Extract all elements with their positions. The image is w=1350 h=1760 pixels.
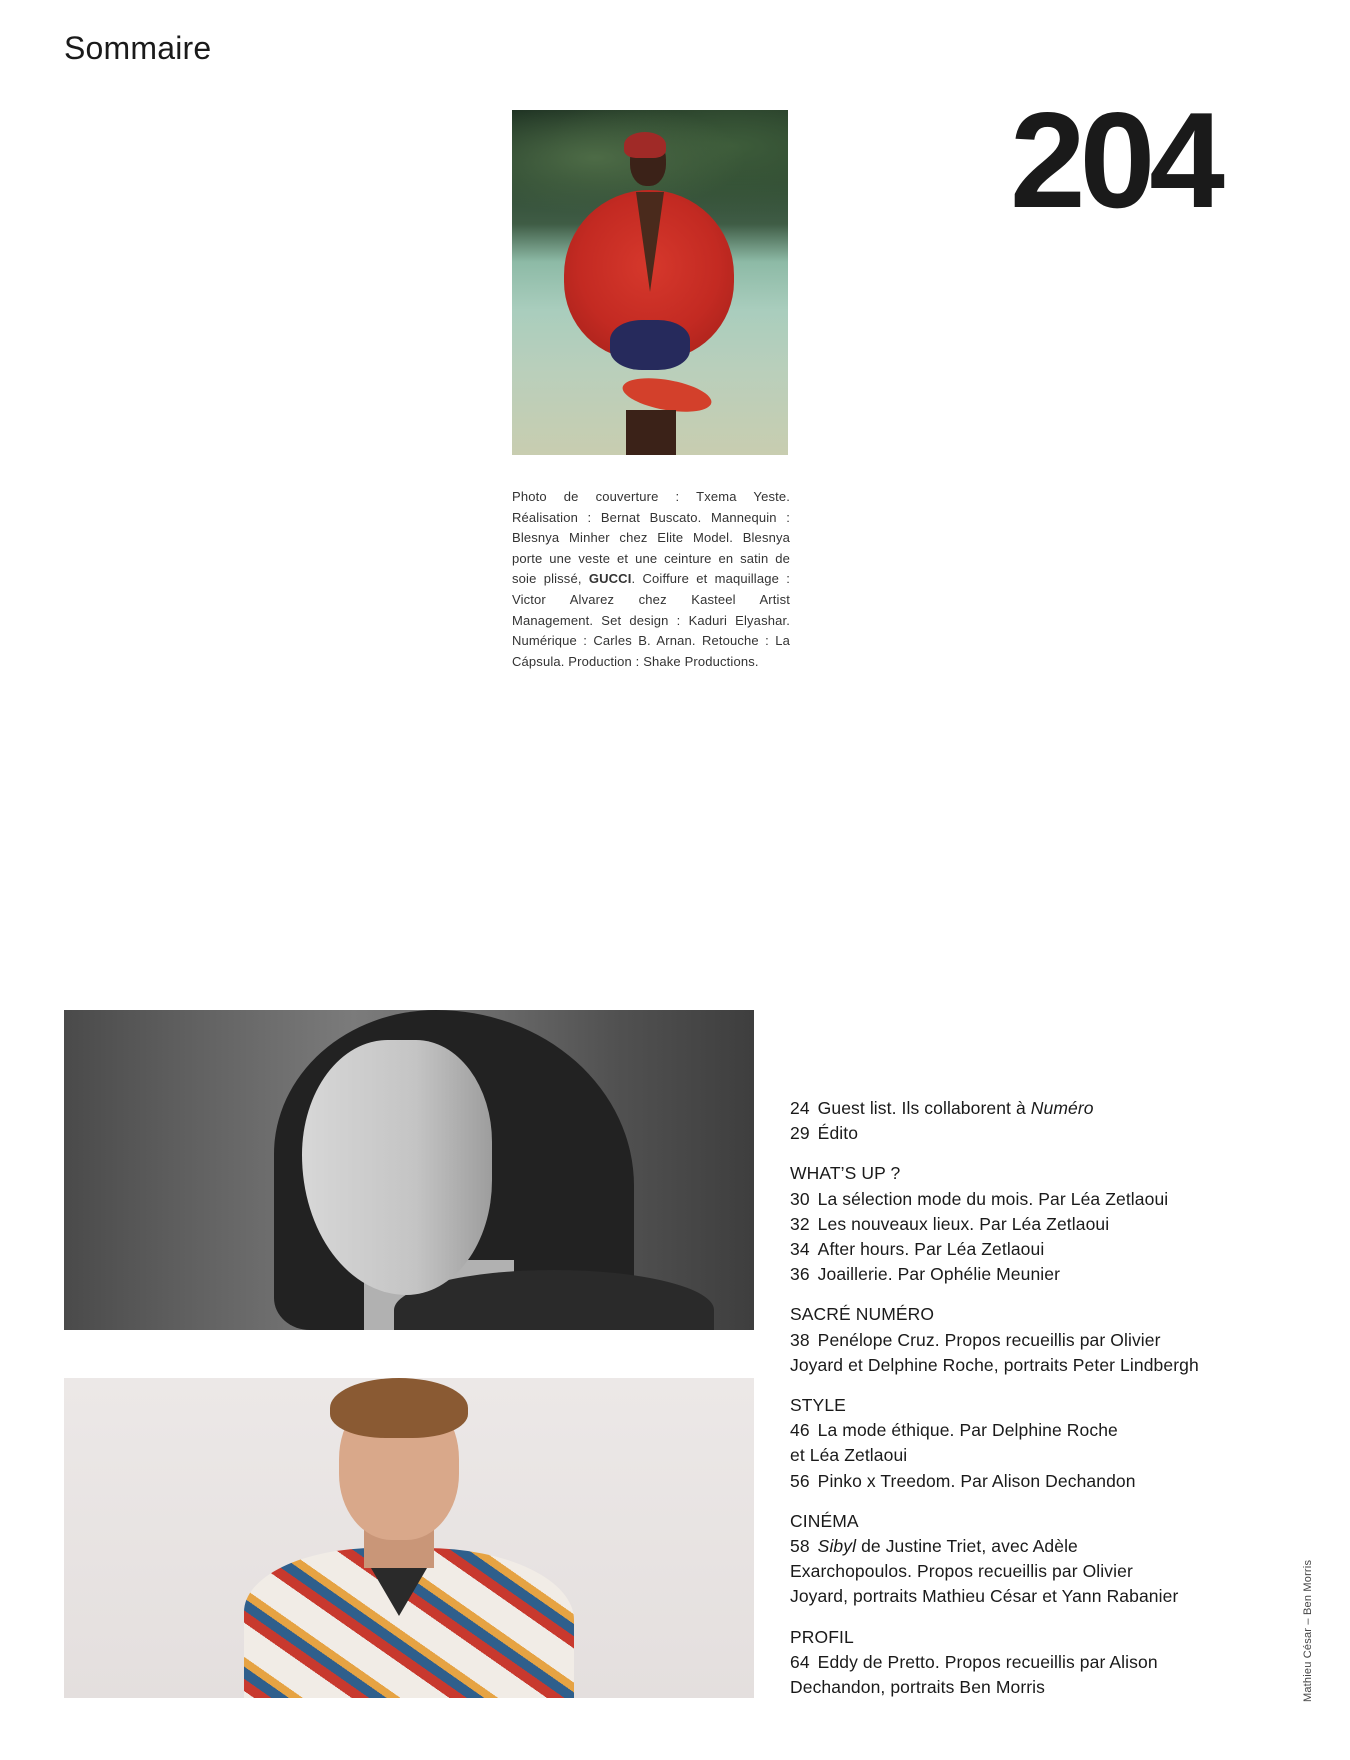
toc-item[interactable]: 32 Les nouveaux lieux. Par Léa Zetlaoui xyxy=(790,1213,1110,1234)
toc-item[interactable]: 56 Pinko x Treedom. Par Alison Dechandon xyxy=(790,1470,1136,1491)
toc-item[interactable]: 64 Eddy de Pretto. Propos recueillis par Alison xyxy=(790,1651,1158,1672)
portrait-color-photo xyxy=(64,1378,754,1698)
toc-section-heading: WHAT’S UP ? xyxy=(790,1163,901,1184)
toc-item-continued: et Léa Zetlaoui xyxy=(790,1445,908,1466)
photo-credit: Mathieu César – Ben Morris xyxy=(1302,1559,1314,1702)
toc-section-heading: SACRÉ NUMÉRO xyxy=(790,1304,935,1325)
toc-item[interactable]: 29 Édito xyxy=(790,1123,859,1144)
toc-item-continued: Joyard, portraits Mathieu César et Yann Rabanier xyxy=(790,1586,1179,1607)
toc-section-heading: PROFIL xyxy=(790,1626,854,1647)
toc-item[interactable]: 58 Sibyl de Justine Triet, avec Adèle xyxy=(790,1536,1078,1557)
cover-photo xyxy=(512,110,788,455)
toc-item[interactable]: 24 Guest list. Ils collaborent à Numéro xyxy=(790,1098,1094,1118)
toc-section-heading: STYLE xyxy=(790,1395,846,1416)
toc-item[interactable]: 30 La sélection mode du mois. Par Léa Zetlaoui xyxy=(790,1188,1169,1209)
toc-item-continued: Dechandon, portraits Ben Morris xyxy=(790,1677,1046,1698)
toc-item[interactable]: 38 Penélope Cruz. Propos recueillis par Olivier xyxy=(790,1329,1161,1350)
issue-number: 204 xyxy=(1010,84,1219,236)
toc-item[interactable]: 46 La mode éthique. Par Delphine Roche xyxy=(790,1420,1118,1441)
page-title: Sommaire xyxy=(64,30,212,66)
toc-item-continued: Exarchopoulos. Propos recueillis par Olivier xyxy=(790,1561,1133,1582)
cover-credit: Photo de couverture : Txema Yeste. Réalisation : Bernat Buscato. Mannequin : Blesnya Minher chez Elite Model. Blesnya porte une veste et une ceinture en satin de soie plissé, GUCCI. Coiffure et maquillage : Victor Alvarez chez Kasteel Artist Management. Set design : Kaduri Elyashar. Numérique : Carles B. Arnan. Retouche : La Cápsula. Production : Shake Productions. xyxy=(512,489,790,669)
toc-item[interactable]: 36 Joaillerie. Par Ophélie Meunier xyxy=(790,1264,1061,1285)
portrait-bw-photo xyxy=(64,1010,754,1330)
table-of-contents xyxy=(790,1096,1260,1700)
toc-section-heading: CINÉMA xyxy=(790,1510,859,1531)
toc-item-continued: Joyard et Delphine Roche, portraits Peter Lindbergh xyxy=(790,1354,1199,1375)
toc-item[interactable]: 34 After hours. Par Léa Zetlaoui xyxy=(790,1239,1045,1260)
